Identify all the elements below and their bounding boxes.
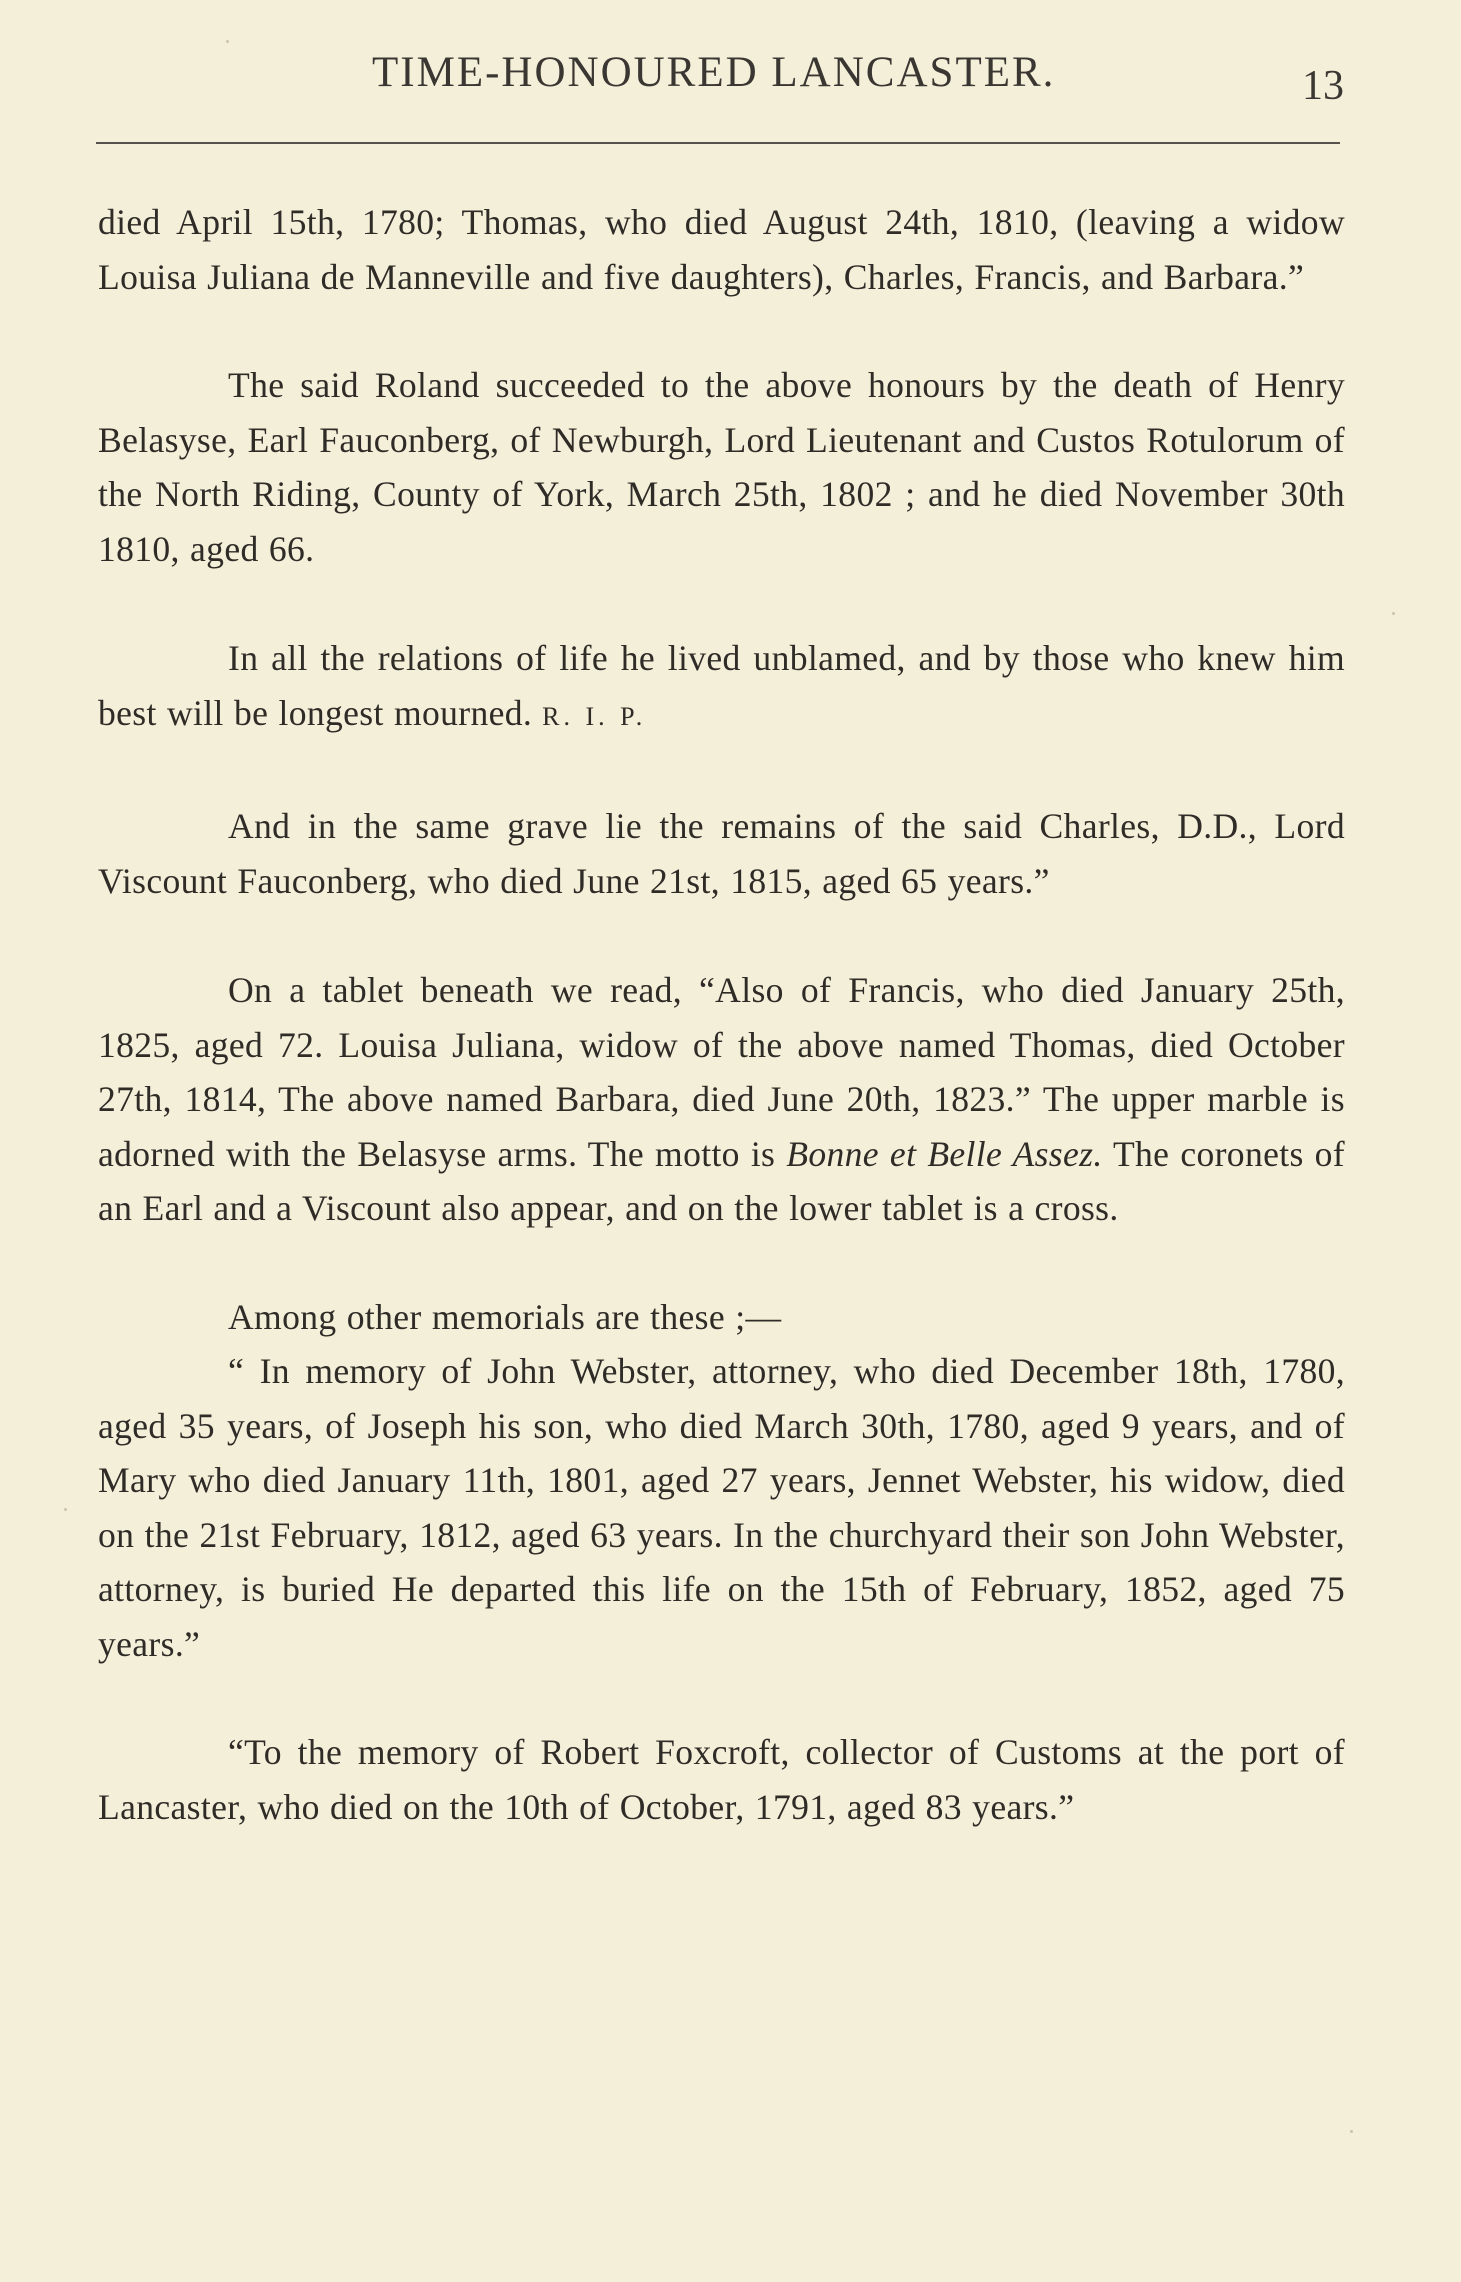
paragraph-5 [98, 963, 1345, 1236]
running-head [100, 38, 1344, 118]
paragraph-6: Among other memorials are these ;— [228, 1296, 782, 1337]
paper-speck [1350, 2130, 1353, 2133]
header-rule [96, 142, 1340, 144]
motto: Bonne et Belle Assez. [786, 1133, 1103, 1174]
paper-speck [64, 1508, 67, 1511]
paragraph-3-text: In all the relations of life he lived unblamed, and by those who knew him best will be longest mourned. [98, 638, 1345, 733]
paper-speck [1392, 612, 1395, 615]
paragraph-1: died April 15th, 1780; Thomas, who died August 24th, 1810, (leaving a widow Louisa Juliana de Manneville and five daughters), Charles, Francis, and Barbara.” [98, 202, 1345, 297]
paragraph-4: And in the same grave lie the remains of the said Charles, D.D., Lord Viscount Fauconberg, who died June 21st, 1815, aged 65 years.” [98, 806, 1345, 901]
rip-abbreviation: R. I. P. [542, 701, 647, 731]
paper-speck [226, 40, 229, 43]
running-title: TIME-HONOURED LANCASTER. [372, 49, 1056, 96]
paragraph-5-text-b: The coronets of an Earl and a Viscount also appear, and on the lower tablet is a cross. [98, 1133, 1345, 1228]
paragraph-2: The said Roland succeeded to the above honours by the death of Henry Belasyse, Earl Fauconberg, of Newburgh, Lord Lieutenant and Custos Rotulorum of the North Riding, County of York, March 25th, 1802 ; and he died November 30th 1810, aged 66. [98, 365, 1345, 569]
paragraph-3 [98, 631, 1345, 744]
page-number: 13 [1302, 63, 1344, 109]
paragraph-8: “To the memory of Robert Foxcroft, collector of Customs at the port of Lancaster, who died on the 10th of October, 1791, aged 83 years.” [98, 1732, 1345, 1827]
paragraph-7: “ In memory of John Webster, attorney, who died December 18th, 1780, aged 35 years, of Joseph his son, who died March 30th, 1780, aged 9 years, and of Mary who died January 11th, 1801, aged 27 years, Jennet Webster, his widow, died on the 21st February, 1812, aged 63 years. In the churchyard their son John Webster, attorney, is buried He departed this life on the 15th of February, 1852, aged 75 years.” [98, 1351, 1345, 1664]
body-text [98, 195, 1345, 1834]
paragraph-5-text-a: On a tablet beneath we read, “Also of Francis, who died January 25th, 1825, aged 72. Louisa Juliana, widow of the above named Thomas, died October 27th, 1814, The above named Barbara, died June 20th, 1823.” The upper marble is adorned with the Belasyse arms. The motto is [98, 970, 1345, 1174]
